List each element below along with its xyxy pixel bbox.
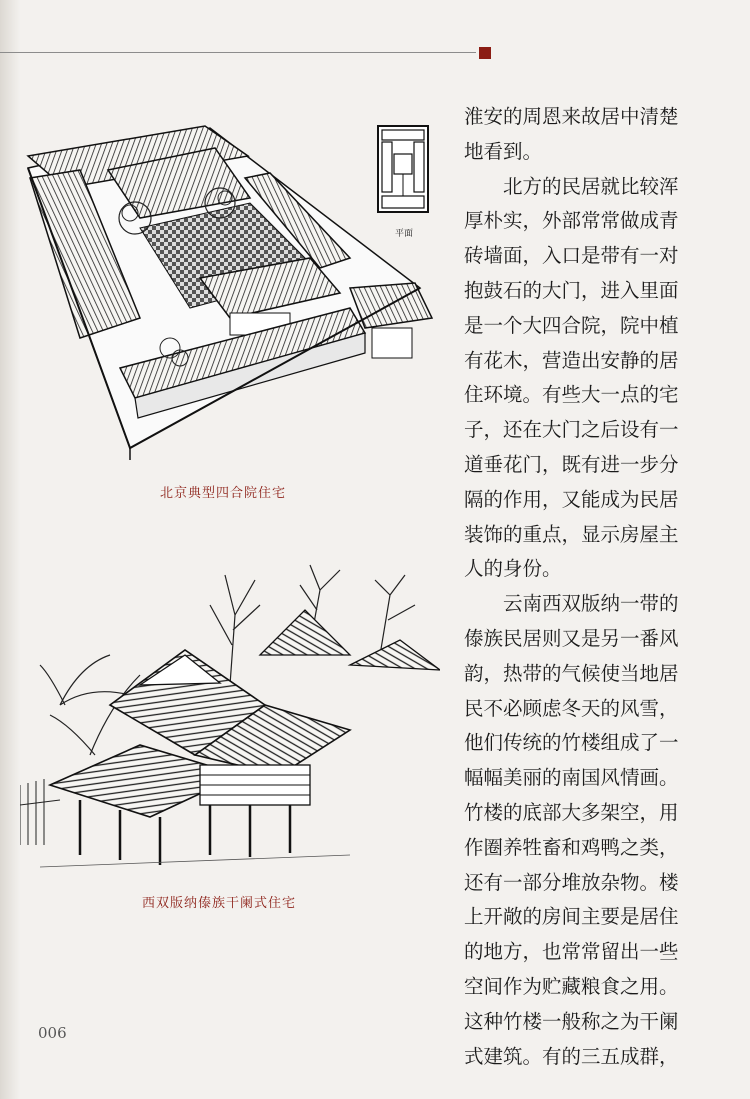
header-rule-marker — [479, 47, 491, 59]
text-line: 的地方，也常常留出一些 — [464, 940, 679, 964]
text-line: 是一个大四合院，院中植 — [464, 313, 679, 337]
ganlan-house-illustration — [20, 555, 440, 875]
text-line: 作圈养牲畜和鸡鸭之类， — [464, 835, 679, 859]
text-line: 隔的作用，又能成为民居 — [464, 487, 679, 511]
text-line: 道垂花门，既有进一步分 — [464, 452, 679, 476]
text-line: 有花木，营造出安静的居 — [464, 348, 679, 372]
text-line: 厚朴实，外部常常做成青 — [464, 209, 679, 233]
text-line: 子，还在大门之后设有一 — [464, 418, 679, 442]
text-line: 抱鼓石的大门，进入里面 — [464, 278, 679, 302]
text-line: 北方的民居就比较浑 — [464, 174, 679, 198]
text-line: 幅幅美丽的南国风情画。 — [464, 766, 679, 790]
text-line: 云南西双版纳一带的 — [464, 592, 679, 616]
text-line: 他们传统的竹楼组成了一 — [464, 731, 679, 755]
page-spine-shadow — [0, 0, 20, 1099]
text-line: 这种竹楼一般称之为干阑 — [464, 1009, 679, 1033]
text-line: 住环境。有些大一点的宅 — [464, 383, 679, 407]
text-line: 韵，热带的气候使当地居 — [464, 661, 679, 685]
text-line: 人的身份。 — [464, 557, 562, 581]
ganlan-caption: 西双版纳傣族干阑式住宅 — [142, 896, 297, 911]
siheyuan-plan-diagram — [376, 124, 431, 216]
text-line: 竹楼的底部大多架空，用 — [464, 800, 679, 824]
text-line: 装饰的重点，显示房屋主 — [464, 522, 679, 546]
text-line: 上开敞的房间主要是居住 — [464, 905, 679, 929]
text-line: 傣族民居则又是另一番风 — [464, 626, 679, 650]
text-line: 空间作为贮藏粮食之用。 — [464, 974, 679, 998]
text-line: 淮安的周恩来故居中清楚 — [464, 105, 679, 128]
text-line: 砖墙面，入口是带有一对 — [464, 244, 679, 268]
text-line: 还有一部分堆放杂物。楼 — [464, 870, 679, 894]
siheyuan-caption: 北京典型四合院住宅 — [160, 486, 287, 501]
page-number: 006 — [38, 1024, 67, 1042]
text-line: 地看到。 — [464, 139, 543, 163]
text-line: 式建筑。有的三五成群， — [464, 1044, 679, 1068]
header-rule — [0, 52, 476, 53]
plan-label: 平面 — [395, 229, 414, 239]
text-line: 民不必顾虑冬天的风雪， — [464, 696, 679, 720]
body-text-column — [464, 100, 704, 1074]
